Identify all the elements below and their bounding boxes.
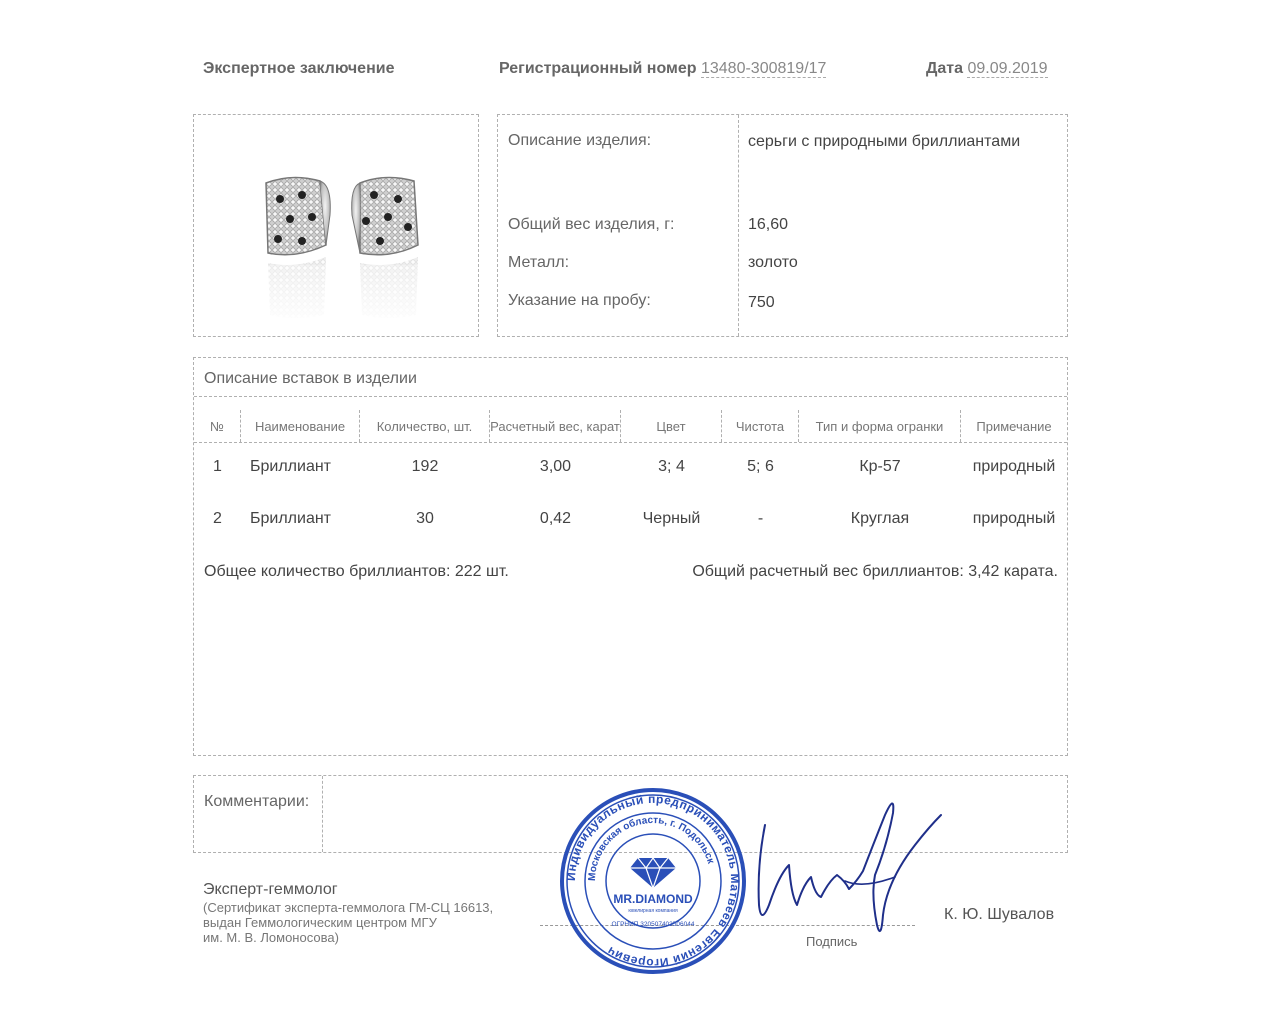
cell-cut: Кр-57 — [859, 458, 901, 475]
cell-quantity: 30 — [416, 510, 434, 527]
cell-weight: 3,00 — [539, 458, 572, 475]
hallmark-value: 750 — [748, 294, 775, 311]
column-header-weight: Расчетный вес, карат — [490, 410, 621, 442]
metal-label: Металл: — [508, 254, 570, 271]
cell-name: Бриллиант — [250, 458, 332, 475]
column-header-quantity: Количество, шт. — [360, 410, 490, 442]
inserts-header-top-line — [194, 396, 1067, 397]
earrings-image — [194, 115, 478, 336]
cert-line-3: им. М. В. Ломоносова) — [203, 930, 339, 945]
cell-number: 1 — [213, 458, 222, 475]
cell-weight: 0,42 — [539, 510, 572, 527]
stamp-inner-text: Московская область, г. Подольск — [586, 814, 717, 882]
document-title: Экспертное заключение — [203, 60, 395, 77]
description-divider — [738, 115, 739, 336]
column-header-color: Цвет — [621, 410, 722, 442]
cell-name: Бриллиант — [250, 510, 332, 527]
column-header-number: № — [194, 410, 241, 442]
total-count: Общее количество бриллиантов: 222 шт. — [204, 563, 509, 580]
cert-line-1: (Сертификат эксперта-геммолога ГМ-СЦ 16613, — [203, 900, 494, 915]
weight-value: 16,60 — [748, 216, 789, 233]
column-header-note: Примечание — [976, 418, 1052, 434]
product-description-box — [497, 114, 1068, 337]
expert-certificate — [203, 900, 493, 945]
stamp-sub: ювелирная компания — [628, 908, 678, 914]
column-header-cut: Тип и форма огранки — [799, 410, 961, 442]
cell-note: природный — [972, 458, 1056, 475]
cell-color: Черный — [642, 510, 701, 527]
cell-clarity: - — [757, 510, 764, 527]
cell-number: 2 — [213, 510, 222, 527]
description-value: серьги с природными бриллиантами — [748, 133, 1021, 150]
date-label: Дата — [926, 60, 964, 77]
stamp-brand: MR.DIAMOND — [613, 892, 693, 906]
expert-name: К. Ю. Шувалов — [944, 906, 1055, 923]
cell-note: природный — [972, 510, 1056, 527]
cell-quantity: 192 — [411, 458, 439, 475]
handwritten-signature — [745, 785, 945, 945]
weight-label: Общий вес изделия, г: — [508, 216, 675, 233]
inserts-header-bottom-line — [194, 442, 1067, 443]
cert-line-2: выдан Геммологическим центром МГУ — [203, 915, 437, 930]
expert-title: Эксперт-геммолог — [203, 881, 338, 898]
cell-cut: Круглая — [850, 510, 910, 527]
description-label: Описание изделия: — [508, 132, 652, 149]
date-block — [926, 60, 1048, 78]
column-header-name: Наименование — [241, 410, 360, 442]
hallmark-label: Указание на пробу: — [508, 292, 651, 309]
company-stamp — [558, 786, 748, 976]
stamp-ogrn: ОГРНИП 320507403506044 — [611, 921, 695, 928]
metal-value: золото — [748, 254, 798, 271]
diamond-icon — [630, 858, 676, 888]
inserts-box — [193, 357, 1068, 756]
total-weight: Общий расчетный вес бриллиантов: 3,42 карата. — [692, 563, 1058, 580]
signature-label: Подпись — [806, 934, 858, 949]
registration-number: 13480-300819/17 — [700, 60, 827, 77]
column-header-clarity: Чистота — [722, 410, 799, 442]
registration-label: Регистрационный номер — [499, 60, 697, 77]
stamp-outer-text: Индивидуальный предприниматель Матвеев Евгений Игоревич — [563, 791, 743, 971]
comments-label: Комментарии: — [204, 793, 310, 810]
product-image-box — [193, 114, 479, 337]
cell-clarity: 5; 6 — [747, 458, 774, 475]
date-value: 09.09.2019 — [967, 60, 1048, 77]
inserts-title: Описание вставок в изделии — [204, 370, 417, 387]
comments-divider — [322, 776, 323, 852]
cell-color: 3; 4 — [658, 458, 685, 475]
registration-block — [499, 60, 826, 78]
